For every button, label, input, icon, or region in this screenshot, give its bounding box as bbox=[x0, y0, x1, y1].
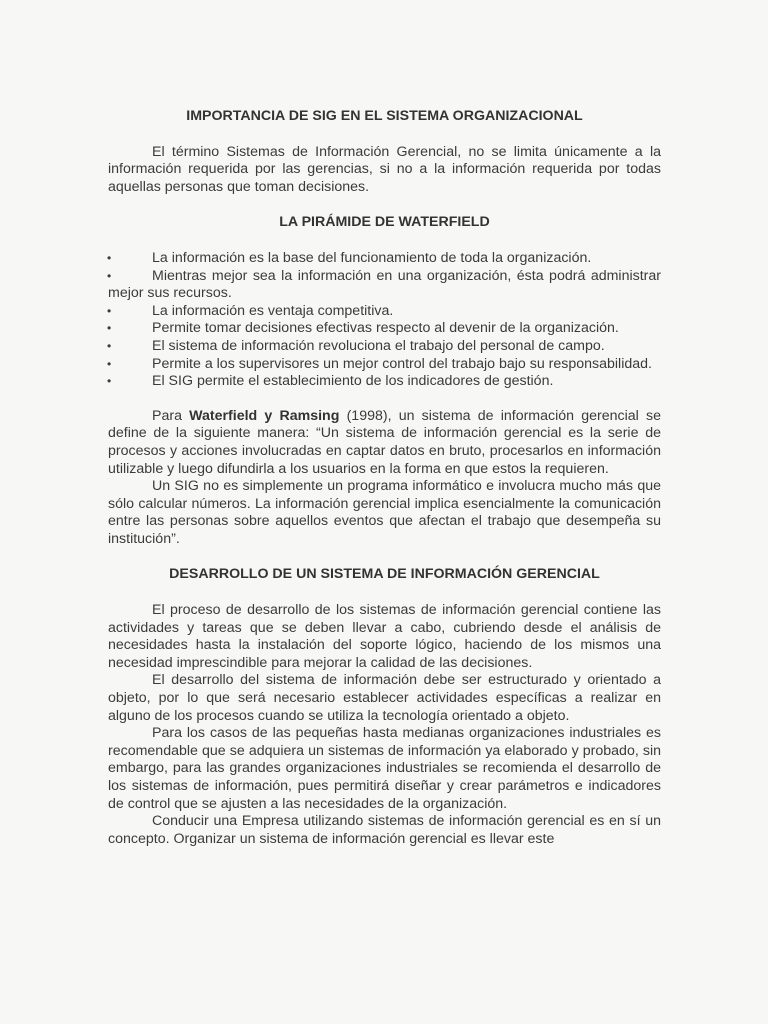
intro-paragraph: El término Sistemas de Información Gerencial, no se limita únicamente a la información requerida por las gerencias, si no a la información requerida por todas aquellas personas que toman decisiones. bbox=[108, 143, 661, 195]
bullet-icon: • bbox=[107, 356, 112, 371]
list-item: • La información es ventaja competitiva. bbox=[107, 302, 394, 319]
bullet-list bbox=[108, 250, 661, 391]
sig-paragraph: Un SIG no es simplemente un programa informático e involucra mucho más que sólo calcular números. La información gerencial implica esencialmente la comunicación entre las personas sobre aquellos eventos que afectan el trabajo que desempeña su institución”. bbox=[108, 478, 661, 547]
list-item: • Permite a los supervisores un mejor control del trabajo bajo su responsabilidad. bbox=[107, 355, 652, 372]
list-item: • La información es la base del funcionamiento de toda la organización. bbox=[107, 249, 592, 266]
list-item: • El sistema de información revoluciona el trabajo del personal de campo. bbox=[107, 337, 605, 354]
section-title-desarrollo: DESARROLLO DE UN SISTEMA DE INFORMACIÓN GERENCIAL bbox=[169, 566, 600, 583]
waterfield-paragraph: Para Waterfield y Ramsing (1998), un sistema de información gerencial se define de la siguiente manera: “Un sistema de información gerencial es la serie de procesos y acciones involucradas en captar datos en bruto, procesarlos en información utilizable y luego difundirla a los usuarios en la forma en que estos la requieren. bbox=[108, 407, 661, 477]
list-item: • El SIG permite el establecimiento de los indicadores de gestión. bbox=[107, 373, 554, 390]
bullet-icon: • bbox=[107, 268, 112, 283]
desarrollo-paragraph: Conducir una Empresa utilizando sistemas de información gerencial es en sí un concepto. Organizar un sistema de información gerencial es llevar este bbox=[108, 813, 661, 847]
list-item: • Permite tomar decisiones efectivas respecto al devenir de la organización. bbox=[107, 320, 619, 337]
section-title-piramide: LA PIRÁMIDE DE WATERFIELD bbox=[279, 214, 490, 231]
bullet-icon: • bbox=[107, 250, 112, 265]
author-citation: Waterfield y Ramsing bbox=[189, 407, 340, 424]
bullet-icon: • bbox=[107, 374, 112, 389]
document-content bbox=[108, 108, 661, 848]
bullet-icon: • bbox=[107, 338, 112, 353]
bullet-icon: • bbox=[107, 321, 112, 336]
bullet-icon: • bbox=[107, 303, 112, 318]
desarrollo-paragraph: El desarrollo del sistema de información debe ser estructurado y orientado a objeto, por lo que será necesario establecer actividades específicas a realizar en alguno de los procesos cuando se utiliza la tecnología orientado a objeto. bbox=[108, 672, 661, 724]
desarrollo-paragraph: El proceso de desarrollo de los sistemas de información gerencial contiene las actividades y tareas que se deben llevar a cabo, cubriendo desde el análisis de necesidades hasta la instalación del soporte lógico, haciendo de los mismos una necesidad imprescindible para mejorar la calidad de las decisiones. bbox=[108, 602, 661, 671]
list-item: • Mientras mejor sea la información en una organización, ésta podrá administrar mejor sus recursos. bbox=[107, 267, 661, 302]
desarrollo-paragraph: Para los casos de las pequeñas hasta medianas organizaciones industriales es recomendable que se adquiera un sistemas de información ya elaborado y probado, sin embargo, para las grandes organizaciones industriales se recomienda el desarrollo de los sistemas de información, pues permitirá diseñar y crear parámetros e indicadores de control que se ajusten a las necesidades de la organización. bbox=[108, 725, 661, 812]
document-title: IMPORTANCIA DE SIG EN EL SISTEMA ORGANIZACIONAL bbox=[186, 108, 583, 124]
